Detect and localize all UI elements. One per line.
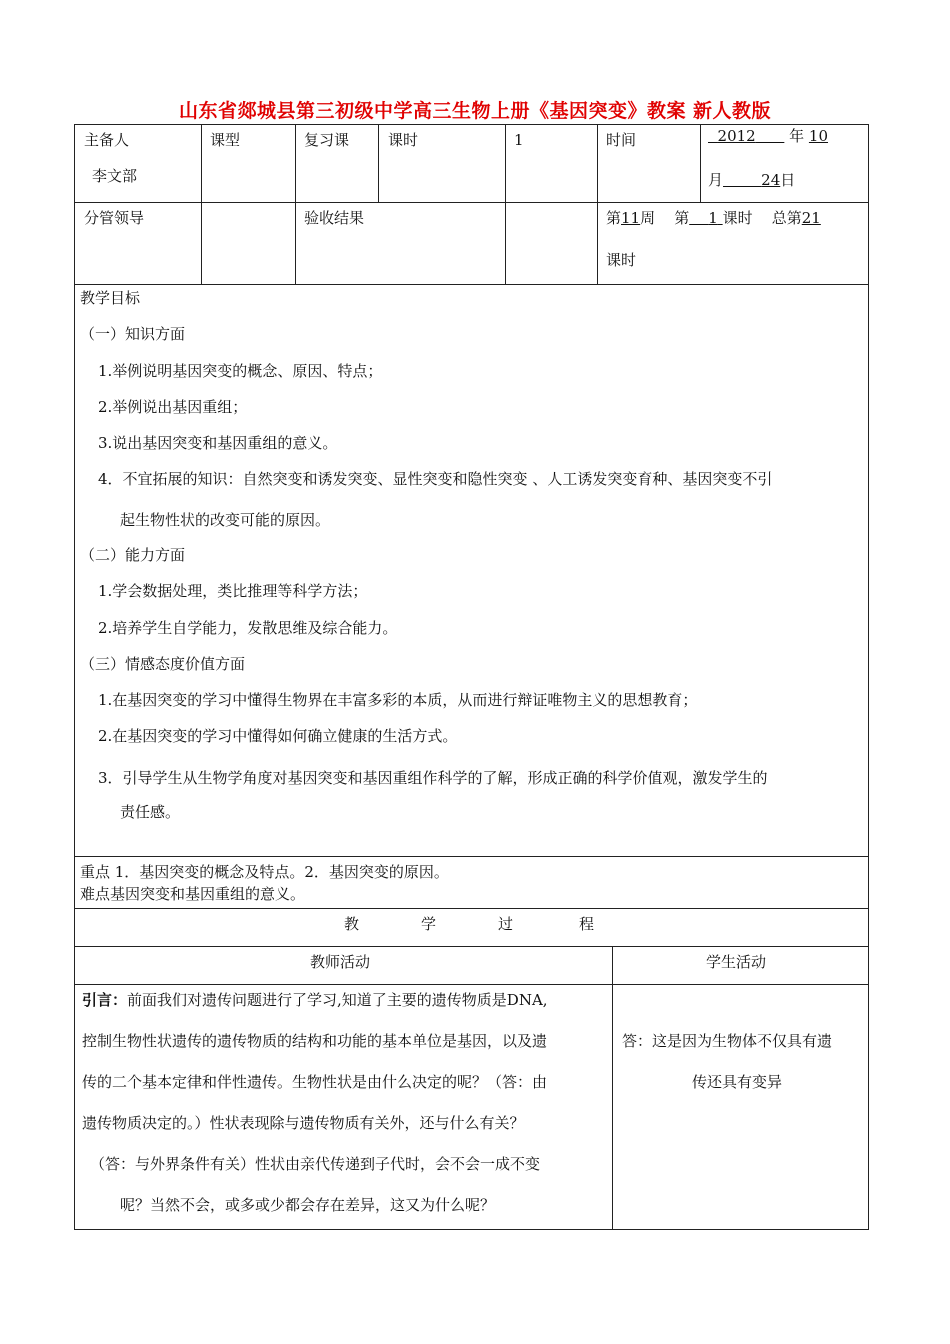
month-unit: 月 <box>708 171 724 189</box>
key-point: 重点 1．基因突变的概念及特点。2．基因突变的原因。 <box>80 863 449 881</box>
knowledge-item: 2.举例说出基因重组； <box>98 398 248 416</box>
week-info: 第11周 第 1 课时 总第21 <box>606 209 821 227</box>
process-heading-char: 程 <box>579 915 595 933</box>
process-heading-char: 学 <box>421 915 437 933</box>
lesson-value: 1 <box>708 209 718 227</box>
ability-item: 1.学会数据处理，类比推理等科学方法； <box>98 582 368 600</box>
teacher-line: （答：与外界条件有关）性状由亲代传递到子代时，会不会一成不变 <box>90 1155 541 1173</box>
teacher-activity-header: 教师活动 <box>310 953 371 971</box>
teacher-line: 传的二个基本定律和伴性遗传。生物性状是由什么决定的呢？（答：由 <box>82 1073 548 1091</box>
difficult-point: 难点基因突变和基因重组的意义。 <box>80 885 306 903</box>
knowledge-item: 3.说出基因突变和基因重组的意义。 <box>98 434 338 452</box>
objectives-heading: 教学目标 <box>80 289 141 307</box>
leader-label: 分管领导 <box>84 209 145 227</box>
emotion-item: 1.在基因突变的学习中懂得生物界在丰富多彩的本质，从而进行辩证唯物主义的思想教育； <box>98 691 698 709</box>
teacher-line: 控制生物性状遗传的遗传物质的结构和功能的基本单位是基因，以及遗 <box>82 1032 548 1050</box>
student-line: 答：这是因为生物体不仅具有遗 <box>622 1032 833 1050</box>
preparer-name: 李文部 <box>92 167 138 185</box>
date-year-line <box>708 126 828 146</box>
result-label: 验收结果 <box>304 209 365 227</box>
hours-value: 1 <box>514 131 524 149</box>
student-activity-header: 学生活动 <box>706 953 767 971</box>
process-heading-char: 过 <box>498 915 514 933</box>
intro-label: 引言： <box>82 991 128 1009</box>
hours-label: 课时 <box>388 131 419 149</box>
month-value: 10 <box>808 127 829 145</box>
emotion-item: 3．引导学生从生物学角度对基因突变和基因重组作科学的了解，形成正确的科学价值观，激发学生的 <box>98 769 768 787</box>
ability-heading: （二）能力方面 <box>80 546 186 564</box>
day-unit: 日 <box>780 171 796 189</box>
preparer-label: 主备人 <box>84 131 130 149</box>
year-value: 2012 <box>717 127 756 145</box>
teacher-line: 呢？当然不会，或多或少都会存在差异，这又为什么呢？ <box>120 1196 496 1214</box>
teacher-line: 引言：前面我们对遗传问题进行了学习,知道了主要的遗传物质是DNA, <box>82 991 548 1009</box>
ability-item: 2.培养学生自学能力，发散思维及综合能力。 <box>98 619 398 637</box>
emotion-item-cont: 责任感。 <box>120 803 181 821</box>
knowledge-heading: （一）知识方面 <box>80 325 186 343</box>
knowledge-item: 1.举例说明基因突变的概念、原因、特点； <box>98 362 383 380</box>
emotion-heading: （三）情感态度价值方面 <box>80 655 246 673</box>
total-unit: 课时 <box>606 251 637 269</box>
date-day-line <box>708 170 795 190</box>
student-line: 传还具有变异 <box>692 1073 783 1091</box>
type-label: 课型 <box>210 131 241 149</box>
emotion-item: 2.在基因突变的学习中懂得如何确立健康的生活方式。 <box>98 727 458 745</box>
teacher-line: 遗传物质决定的。）性状表现除与遗传物质有关外，还与什么有关？ <box>82 1114 525 1132</box>
time-label: 时间 <box>606 131 637 149</box>
total-value: 21 <box>801 209 821 227</box>
day-value: 24 <box>761 171 781 189</box>
year-unit: 年 <box>789 127 805 145</box>
type-value: 复习课 <box>304 131 350 149</box>
knowledge-item-cont: 起生物性状的改变可能的原因。 <box>120 511 331 529</box>
document-title: 山东省郯城县第三初级中学高三生物上册《基因突变》教案 新人教版 <box>178 100 772 122</box>
knowledge-item: 4．不宜拓展的知识：自然突变和诱发突变、显性突变和隐性突变 、人工诱发突变育种、基因突变不引 <box>98 470 773 488</box>
process-heading-char: 教 <box>344 915 360 933</box>
week-value: 11 <box>621 209 641 227</box>
